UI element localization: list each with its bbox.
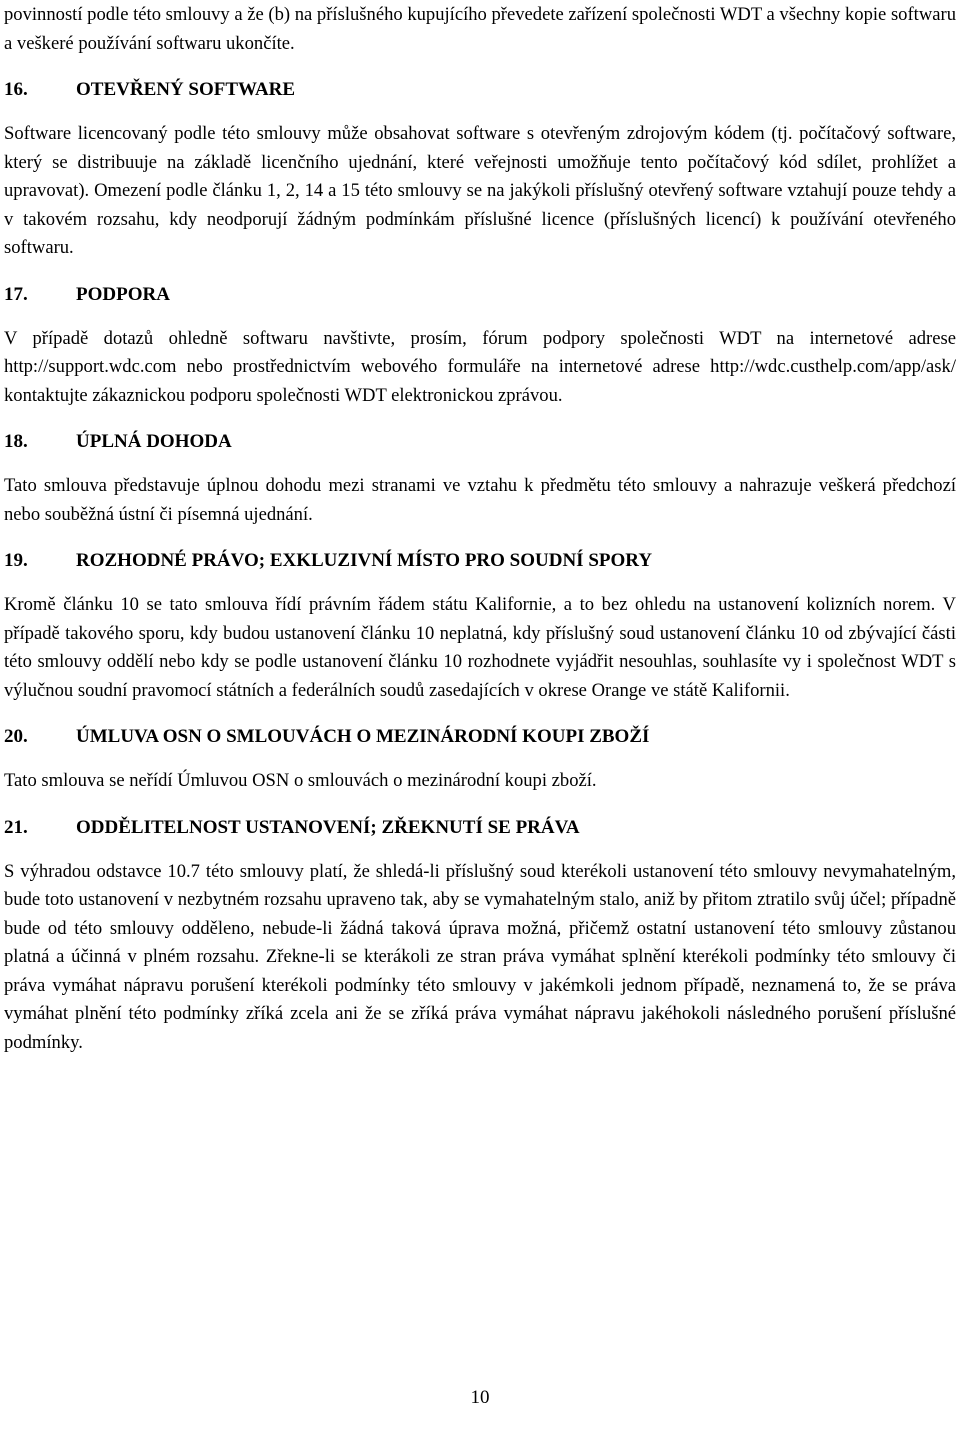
page-number: 10	[470, 1387, 490, 1408]
section-16-title: OTEVŘENÝ SOFTWARE	[76, 79, 296, 100]
section-20-number: 20.	[4, 726, 28, 747]
intro-paragraph: povinností podle této smlouvy a že (b) na příslušného kupujícího převedete zařízení společnosti WDT a všechny kopie softwaru a veškeré používání softwaru ukončíte.	[4, 4, 957, 54]
section-20-title: ÚMLUVA OSN O SMLOUVÁCH O MEZINÁRODNÍ KOUPI ZBOŽÍ	[76, 726, 650, 747]
section-17-title: PODPORA	[76, 283, 170, 305]
section-21-number: 21.	[4, 816, 28, 838]
section-16-body: Software licencovaný podle této smlouvy může obsahovat software s otevřeným zdrojovým kódem (tj. počítačový software, který se distribuuje na základě licenčního ujednání, které veřejnosti umožňuje tento počítačový kód sdílet, prohlížet a upravovat). Omezení podle článku 1, 2, 14 a 15 této smlouvy se na jakýkoli příslušný otevřený software vztahují pouze tehdy a v takovém rozsahu, kdy neodporují žádným podmínkám příslušné licence (příslušných licencí) k používání otevřeného softwaru.	[4, 123, 956, 258]
section-19-title: ROZHODNÉ PRÁVO; EXKLUZIVNÍ MÍSTO PRO SOUDNÍ SPORY	[76, 550, 653, 571]
section-18-number: 18.	[4, 431, 28, 452]
section-19-number: 19.	[4, 550, 28, 571]
section-18-title: ÚPLNÁ DOHODA	[76, 431, 232, 452]
section-19-heading	[4, 547, 956, 575]
section-18-heading	[4, 428, 956, 456]
section-20-heading	[4, 723, 956, 751]
section-16-heading	[4, 76, 956, 104]
document-page	[4, 0, 956, 1057]
section-19-body: Kromě článku 10 se tato smlouva řídí právním řádem státu Kalifornie, a to bez ohledu na ustanovení kolizních norem. V případě takového sporu, kdy budou ustanovení článku 10 neplatná, kdy příslušný soud ustanovení článku 10 od zbývající části této smlouvy oddělí nebo kdy se podle ustanovení článku 10 rozhodnete vyjádřit nesouhlas, souhlasíte vy i společnost WDT s výlučnou soudní pravomocí státních a federálních soudů zasedajících v okrese Orange ve státě Kalifornii.	[4, 594, 956, 701]
section-17-body: V případě dotazů ohledně softwaru navštivte, prosím, fórum podpory společnosti WDT na internetové adrese http://support.wdc.com nebo prostřednictvím webového formuláře na internetové adrese http://wdc.custhelp.com/app/ask/ kontaktujte zákaznickou podporu společnosti WDT elektronickou zprávou.	[4, 327, 956, 406]
section-21-heading	[4, 814, 956, 842]
section-18-body: Tato smlouva představuje úplnou dohodu mezi stranami ve vztahu k předmětu této smlouvy a nahrazuje veškerá předchozí nebo souběžná ústní či písemná ujednání.	[4, 475, 956, 525]
section-21-body: S výhradou odstavce 10.7 této smlouvy platí, že shledá-li příslušný soud kterékoli ustanovení této smlouvy nevymahatelným, bude toto ustanovení v nezbytném rozsahu upraveno tak, aby se vymahatelným stalo, aniž by přitom ztratilo svůj účel; případně bude od této smlouvy odděleno, nebude-li žádná taková úprava možná, přičemž ostatní ustanovení této smlouvy zůstanou platná a účinná v plném rozsahu. Zřekne-li se kterákoli ze stran práva vymáhat splnění kterékoli podmínky této smlouvy či práva vymáhat nápravu porušení kterékoli podmínky této smlouvy v jakémkoli jednom případě, neznamená to, že se práva vymáhat plnění této podmínky zříká zcela ani že se zříká práva vymáhat nápravu jakéhokoli následného porušení příslušné podmínky.	[4, 860, 956, 1053]
section-16-number: 16.	[4, 79, 28, 100]
section-21-title: ODDĚLITELNOST USTANOVENÍ; ZŘEKNUTÍ SE PRÁVA	[76, 816, 580, 838]
section-17-number: 17.	[4, 283, 28, 305]
section-17-heading	[4, 281, 956, 309]
section-20-body: Tato smlouva se neřídí Úmluvou OSN o smlouvách o mezinárodní koupi zboží.	[4, 770, 597, 791]
